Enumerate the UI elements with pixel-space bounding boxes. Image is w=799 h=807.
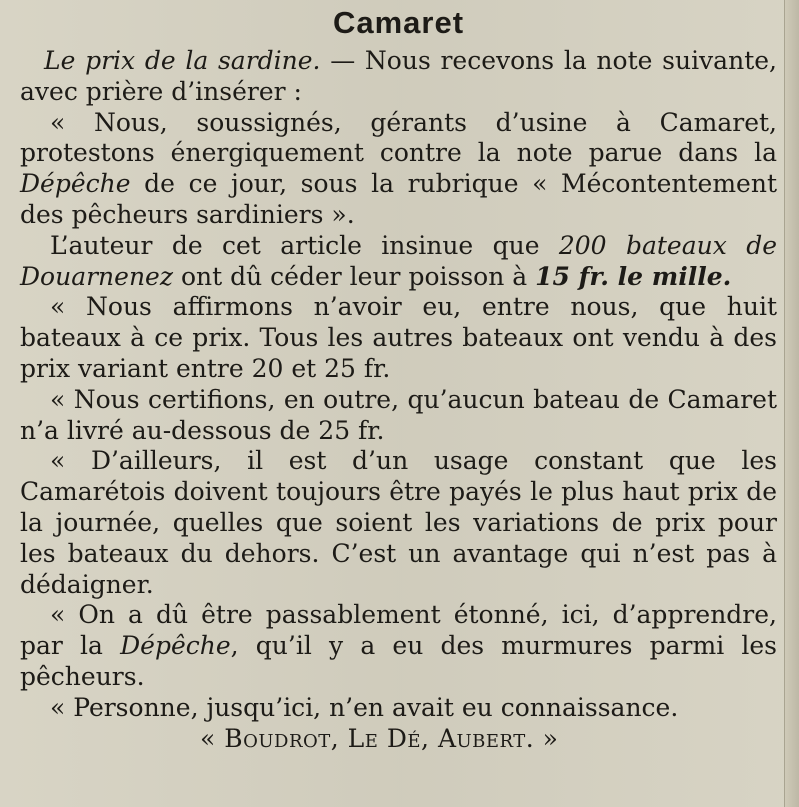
paragraph-7	[20, 600, 777, 692]
article-body	[20, 46, 777, 754]
paragraph-2-text-a: « Nous, soussignés, gérants d’usine à Camaret, protestons énergiquement contre la note parue dans la	[20, 107, 777, 168]
paragraph-1-text: — Nous recevons la note suivante, avec prière d’insérer :	[20, 46, 777, 106]
paragraph-6: « D’ailleurs, il est d’un usage constant que les Camarétois doivent toujours être payés le plus haut prix de la journée, quelles que soient les variations de prix pour les bateaux du dehors. C’est un avantage qui n’est pas à dédaigner.	[20, 446, 777, 599]
paragraph-3-text-a: L’auteur de cet article insinue que	[50, 230, 559, 260]
paragraph-3-italic-b: 15 fr. le mille.	[535, 261, 732, 291]
paragraph-5: « Nous certifions, en outre, qu’aucun bateau de Camaret n’a livré au-dessous de 25 fr.	[20, 384, 777, 445]
paragraph-3-italic-a: 200 bateaux de Douarnenez	[20, 230, 777, 291]
paragraph-3-text-b: ont dû céder leur poisson à	[173, 261, 536, 291]
signature: « Boudrot, Le Dé, Aubert. »	[200, 723, 559, 753]
paragraph-2-text-b: de ce jour, sous la rubrique « Mécontentement des pêcheurs sardiniers ».	[20, 169, 777, 229]
newspaper-name: Dépêche	[120, 631, 231, 661]
paragraph-8-text: « Personne, jusqu’ici, n’en avait eu connaissance.	[50, 692, 679, 722]
paper-edge	[784, 0, 799, 807]
paragraph-8	[20, 693, 777, 755]
headline: Camaret	[332, 5, 465, 40]
paragraph-2	[20, 108, 777, 231]
lead-title: Le prix de la sardine.	[44, 46, 321, 75]
paragraph-4: « Nous affirmons n’avoir eu, entre nous, que huit bateaux à ce prix. Tous les autres bateaux ont vendu à des prix variant entre 20 et 25 fr.	[20, 292, 777, 383]
newspaper-name: Dépêche	[20, 169, 131, 199]
paragraph-7-text-b: , qu’il y a eu des murmures parmi les pêcheurs.	[20, 631, 777, 691]
paragraph-1	[20, 46, 777, 108]
paragraph-3	[20, 231, 777, 293]
paragraph-7-text-a: « On a dû être passablement étonné, ici, d’apprendre, par la	[20, 600, 777, 661]
